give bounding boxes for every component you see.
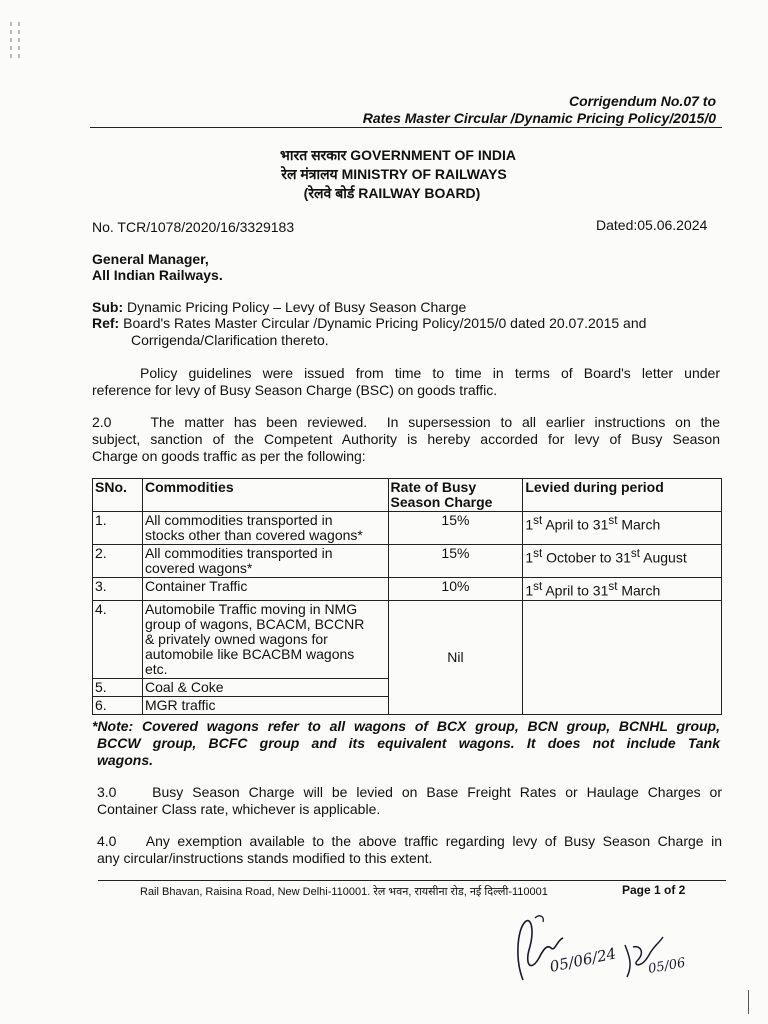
addressee-org: All Indian Railways. (92, 267, 223, 283)
row-period (523, 578, 722, 601)
letter-date: Dated:05.06.2024 (596, 217, 708, 233)
reference-text-cont: Corrigenda/Clarification thereto. (131, 332, 329, 348)
addressee-title: General Manager, (92, 251, 209, 267)
signature-2 (615, 925, 705, 990)
para1-line1: Policy guidelines were issued from time to time in terms of Board's letter under (140, 365, 720, 381)
row-sno: 6. (93, 696, 143, 714)
subject-line (92, 299, 466, 316)
period-suffix: st (533, 580, 543, 593)
table-row (93, 578, 722, 601)
row-rate: 15% (388, 545, 523, 578)
busy-season-charge-table (92, 478, 722, 715)
row-period (523, 545, 722, 578)
para4-line2: any circular/instructions stands modified to this extent. (97, 850, 433, 866)
header-sno: SNo. (93, 479, 143, 512)
row-commodity-line: & privately owned wagons for (144, 630, 328, 647)
note-line3: wagons. (97, 752, 154, 768)
period-day: 1 (525, 549, 534, 566)
row-sno: 1. (93, 512, 143, 545)
row-commodity: Container Traffic (142, 578, 388, 601)
row-sno: 4. (93, 600, 143, 678)
subject-text: Dynamic Pricing Policy – Levy of Busy Season Charge (127, 299, 467, 315)
period-end: March (617, 582, 661, 599)
period-suffix: st (533, 547, 543, 560)
header-commodities: Commodities (142, 479, 388, 512)
note-line1: *Note: Covered wagons refer to all wagons of BCX group, BCN group, BCNHL group, (92, 718, 720, 734)
scan-edge-mark (748, 990, 749, 1014)
reference-label: Ref: (92, 315, 120, 331)
row-commodity-line: automobile like BCACBM wagons (144, 645, 355, 662)
letter-number: No. TCR/1078/2020/16/3329183 (92, 219, 295, 235)
para2-line1: 2.0 The matter has been reviewed. In supersession to all earlier instructions on the (92, 414, 720, 430)
period-mid: October to 31 (542, 549, 631, 566)
para2-line2: subject, sanction of the Competent Authority is hereby accorded for levy of Busy Season (92, 431, 720, 447)
period-day: 1 (525, 516, 534, 533)
period-suffix: st (608, 514, 618, 527)
row-commodity (142, 600, 388, 678)
table-row (93, 512, 722, 545)
header-rule (90, 127, 722, 128)
row-rate: 15% (388, 512, 523, 545)
period-mid: April to 31 (542, 582, 609, 599)
header-rate-line1: Rate of Busy (390, 479, 477, 495)
header-rate (388, 479, 523, 512)
row-period (523, 512, 722, 545)
row-commodity-line: All commodities transported in (144, 512, 333, 528)
reference-line (92, 315, 646, 332)
row-commodity: Coal & Coke (142, 678, 388, 696)
reference-text: Board's Rates Master Circular /Dynamic Pricing Policy/2015/0 dated 20.07.2015 and (123, 315, 647, 331)
row-commodity-line: group of wagons, BCACM, BCCNR (144, 615, 365, 632)
period-day: 1 (525, 582, 534, 599)
page-number: Page 1 of 2 (622, 883, 686, 897)
corrigendum-reference: Rates Master Circular /Dynamic Pricing Policy/2015/0 (362, 110, 716, 126)
row-rate: 10% (388, 578, 523, 601)
ministry-title: रेल मंत्रालय MINISTRY OF RAILWAYS (281, 166, 507, 182)
para1-line2: reference for levy of Busy Season Charge (BSC) on goods traffic. (92, 382, 498, 398)
row-commodity (142, 512, 388, 545)
row-period-blank (523, 600, 722, 714)
row-commodity-line: stocks other than covered wagons* (144, 527, 363, 543)
period-suffix: st (533, 514, 543, 527)
footer-rule (98, 880, 726, 881)
row-commodity: MGR traffic (142, 696, 388, 714)
period-end: March (617, 516, 661, 533)
row-commodity (142, 545, 388, 578)
board-title: (रेलवे बोर्ड RAILWAY BOARD) (303, 185, 481, 201)
row-sno: 2. (93, 545, 143, 578)
row-sno: 3. (93, 578, 143, 601)
signature-1-date: 05/06/24 (548, 944, 618, 976)
scan-margin-marks (9, 22, 29, 67)
para2-line3: Charge on goods traffic as per the following: (92, 448, 366, 464)
table-row (93, 545, 722, 578)
header-period: Levied during period (523, 479, 722, 512)
period-mid: April to 31 (542, 516, 609, 533)
row-rate-nil: Nil (388, 600, 523, 714)
subject-label: Sub: (92, 299, 124, 315)
row-commodity-line: Automobile Traffic moving in NMG (144, 600, 358, 617)
row-commodity-line: covered wagons* (144, 560, 253, 576)
para4-line1: 4.0 Any exemption available to the above traffic regarding levy of Busy Season Charge in (97, 833, 722, 849)
row-sno: 5. (93, 678, 143, 696)
para3-line1: 3.0 Busy Season Charge will be levied on Base Freight Rates or Haulage Charges or (97, 784, 722, 800)
govt-title: भारत सरकार GOVERNMENT OF INDIA (280, 147, 516, 163)
table-header-row (93, 479, 722, 512)
table-row (93, 600, 722, 678)
corrigendum-number: Corrigendum No.07 to (568, 93, 716, 109)
para3-line2: Container Class rate, whichever is applicable. (97, 801, 381, 817)
period-end: August (640, 549, 687, 566)
note-line2: BCCW group, BCFC group and its equivalent wagons. It does not include Tank (97, 735, 720, 751)
signature-2-date: 05/06 (647, 955, 687, 977)
row-commodity-line: etc. (144, 660, 168, 677)
header-rate-line2: Season Charge (390, 494, 493, 510)
period-suffix: st (630, 547, 640, 560)
footer-address: Rail Bhavan, Raisina Road, New Delhi-110001. रेल भवन, रायसीना रोड, नई दिल्ली-110001 (140, 886, 548, 898)
period-suffix: st (608, 580, 618, 593)
row-commodity-line: All commodities transported in (144, 545, 333, 561)
